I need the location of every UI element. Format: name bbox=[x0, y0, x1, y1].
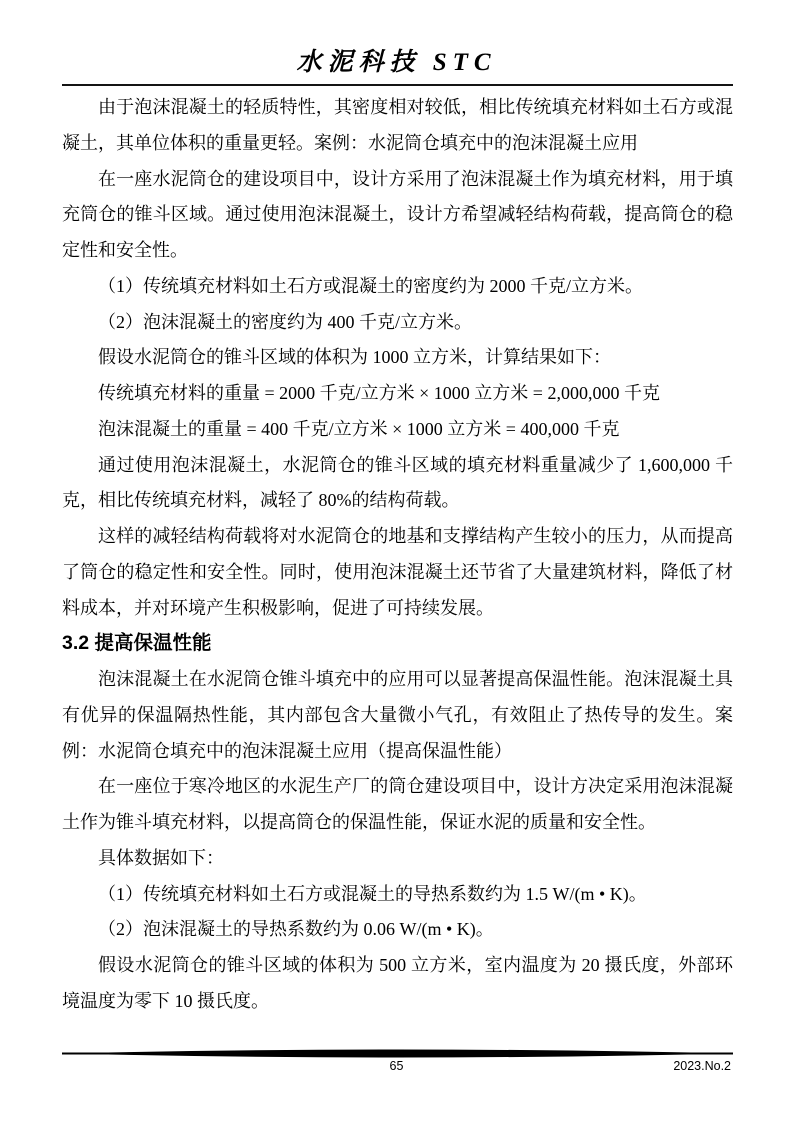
issue-label: 2023.No.2 bbox=[673, 1059, 731, 1073]
body-paragraph: 假设水泥筒仓的锥斗区域的体积为 500 立方米，室内温度为 20 摄氏度，外部环境温度为零下 10 摄氏度。 bbox=[62, 955, 733, 1011]
document-body bbox=[62, 90, 733, 1020]
body-paragraph: 这样的减轻结构荷载将对水泥筒仓的地基和支撑结构产生较小的压力，从而提高了筒仓的稳定性和安全性。同时，使用泡沫混凝土还节省了大量建筑材料，降低了材料成本，并对环境产生积极影响，促进了可持续发展。 bbox=[62, 526, 733, 618]
section-heading: 3.2 提高保温性能 bbox=[62, 632, 212, 655]
equation-line: 传统填充材料的重量 = 2000 千克/立方米 × 1000 立方米 = 2,000,000 千克 bbox=[98, 383, 660, 403]
footer-rule-bar bbox=[62, 1049, 733, 1059]
body-paragraph: 在一座位于寒冷地区的水泥生产厂的筒仓建设项目中，设计方决定采用泡沫混凝土作为锥斗填充材料，以提高筒仓的保温性能，保证水泥的质量和安全性。 bbox=[62, 776, 733, 832]
numbered-item: （1）传统填充材料如土石方或混凝土的密度约为 2000 千克/立方米。 bbox=[98, 275, 643, 296]
body-paragraph: 具体数据如下： bbox=[98, 847, 224, 868]
equation-line: 泡沫混凝土的重量 = 400 千克/立方米 × 1000 立方米 = 400,000 千克 bbox=[98, 418, 620, 439]
numbered-item: （2）泡沫混凝土的密度约为 400 千克/立方米。 bbox=[98, 311, 472, 332]
body-paragraph: 由于泡沫混凝土的轻质特性，其密度相对较低，相比传统填充材料如土石方或混凝土，其单位体积的重量更轻。案例：水泥筒仓填充中的泡沫混凝土应用 bbox=[62, 97, 733, 153]
page-number: 65 bbox=[389, 1059, 404, 1073]
numbered-item: （2）泡沫混凝土的导热系数约为 0.06 W/(m • K)。 bbox=[98, 919, 494, 940]
body-paragraph: 在一座水泥筒仓的建设项目中，设计方采用了泡沫混凝土作为填充材料，用于填充筒仓的锥斗区域。通过使用泡沫混凝土，设计方希望减轻结构荷载，提高筒仓的稳定性和安全性。 bbox=[62, 168, 733, 260]
body-paragraph: 通过使用泡沫混凝土，水泥筒仓的锥斗区域的填充材料重量减少了 1,600,000 千克，相比传统填充材料，减轻了 80%的结构荷载。 bbox=[62, 454, 733, 511]
body-paragraph: 泡沫混凝土在水泥筒仓锥斗填充中的应用可以显著提高保温性能。泡沫混凝土具有优异的保温隔热性能，其内部包含大量微小气孔，有效阻止了热传导的发生。案例：水泥筒仓填充中的泡沫混凝土应用（提高保温性能） bbox=[62, 669, 733, 761]
header-rule bbox=[62, 84, 733, 86]
journal-title: 水泥科技 STC bbox=[296, 49, 497, 76]
body-paragraph: 假设水泥筒仓的锥斗区域的体积为 1000 立方米，计算结果如下： bbox=[98, 347, 611, 368]
numbered-item: （1）传统填充材料如土石方或混凝土的导热系数约为 1.5 W/(m • K)。 bbox=[98, 883, 647, 904]
